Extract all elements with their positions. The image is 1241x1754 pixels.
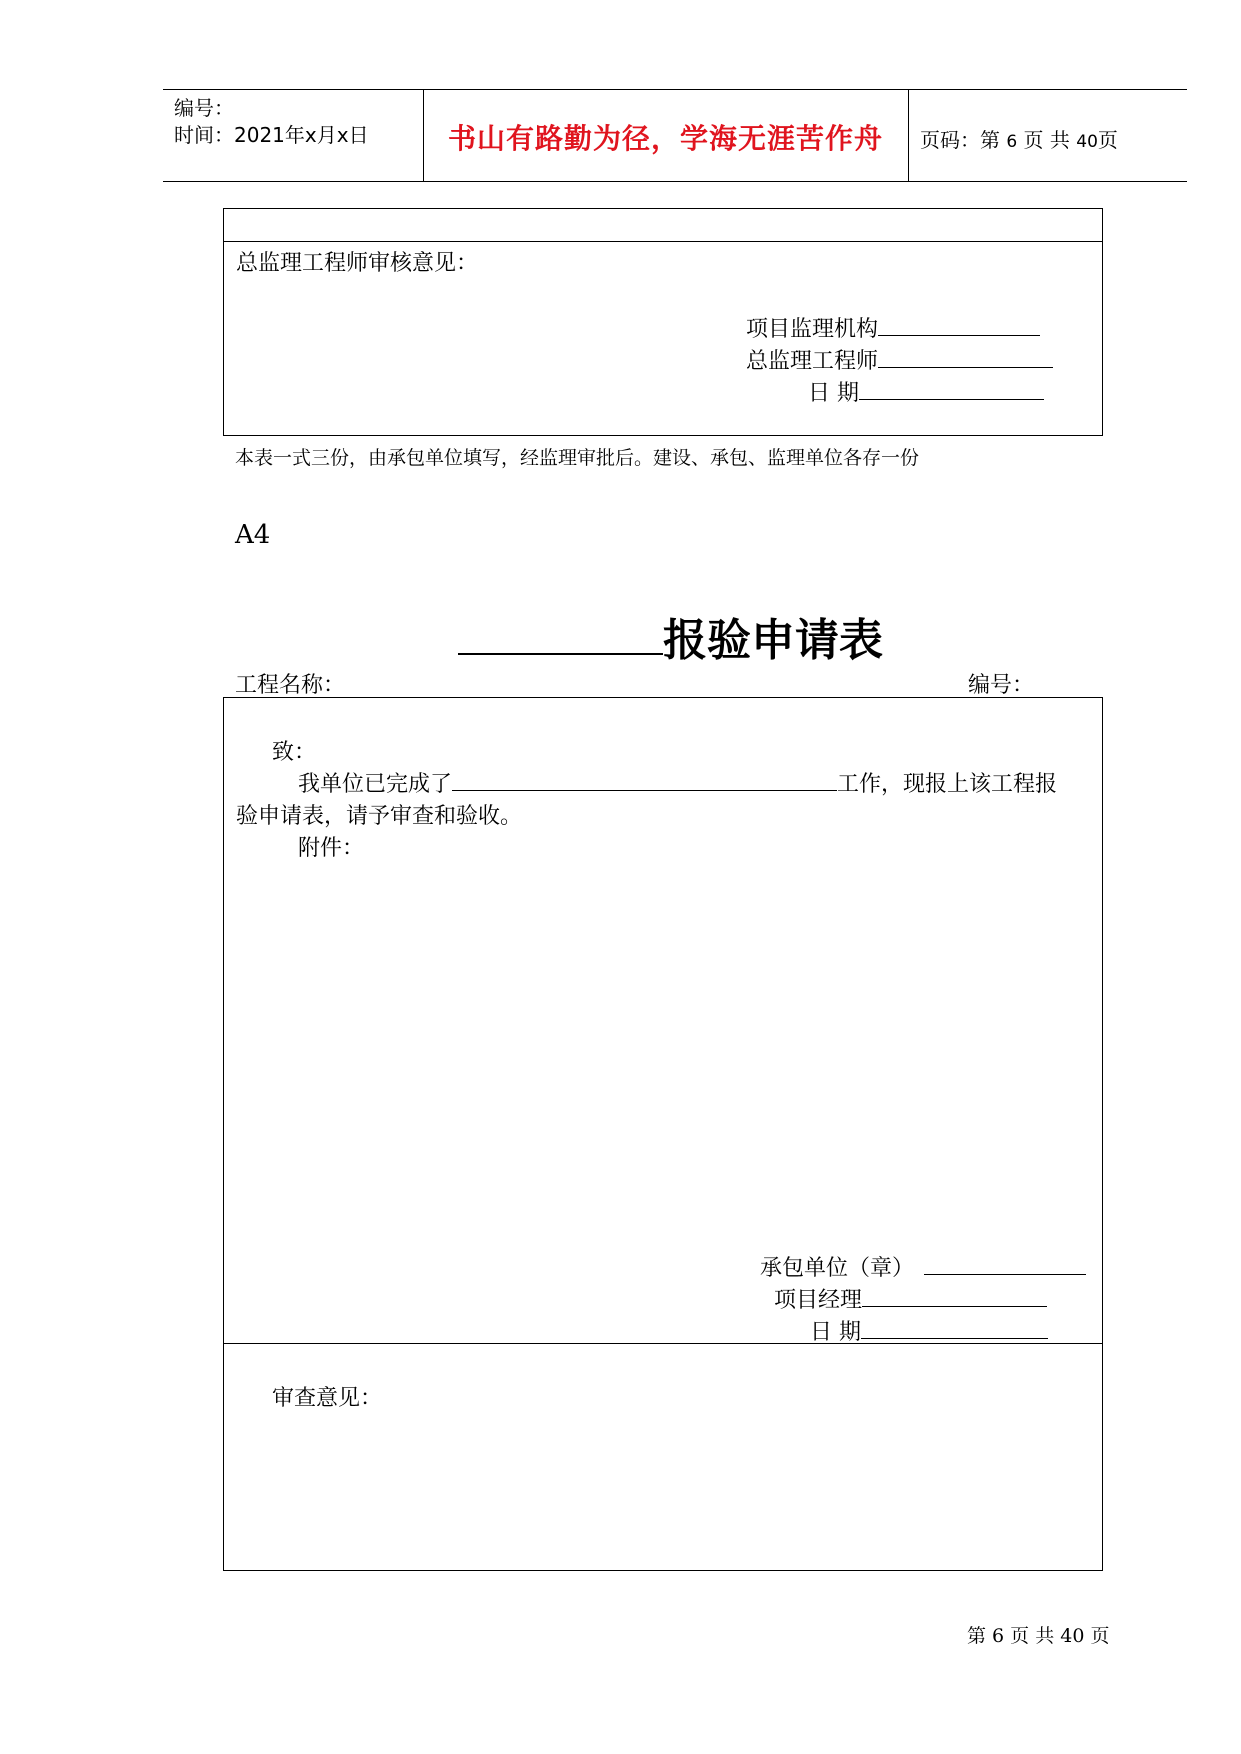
header-divider-right xyxy=(908,89,909,182)
form-date-row xyxy=(810,1315,1048,1346)
title-blank-field[interactable] xyxy=(458,605,663,655)
page-current: 6 xyxy=(1006,132,1018,152)
sign-chief-field[interactable] xyxy=(878,345,1053,368)
chief-review-box-divider xyxy=(224,241,1102,242)
page-footer: 第 6 页 共 40 页 xyxy=(967,1625,1110,1647)
body-line-2: 验申请表，请予审查和验收。 xyxy=(236,804,523,829)
header-number-label: 编号： xyxy=(174,96,234,120)
contractor-label: 承包单位（章） xyxy=(760,1256,915,1281)
sign-chief-label: 总监理工程师 xyxy=(746,349,879,374)
page-suffix: 页 xyxy=(1097,128,1118,152)
page-mid: 页 共 xyxy=(1023,128,1070,152)
page-total: 40 xyxy=(1076,132,1098,152)
manager-field[interactable] xyxy=(862,1284,1047,1307)
sign-date-label: 日 期 xyxy=(808,381,859,406)
project-name-label: 工程名称： xyxy=(235,673,346,698)
page-prefix: 页码：第 xyxy=(920,128,1000,152)
inspection-form-box xyxy=(223,697,1103,1571)
sign-date-field[interactable] xyxy=(859,377,1044,400)
form-title xyxy=(458,604,883,668)
contractor-row xyxy=(760,1251,1086,1282)
body-prefix: 我单位已完成了 xyxy=(298,772,453,797)
form-date-field[interactable] xyxy=(861,1316,1048,1339)
sign-org-row xyxy=(746,312,1040,343)
sign-chief-row xyxy=(746,344,1053,375)
form-footnote: 本表一式三份，由承包单位填写，经监理审批后。建设、承包、监理单位各存一份 xyxy=(235,447,920,469)
project-number-label: 编号： xyxy=(968,673,1035,698)
chief-review-box xyxy=(223,208,1103,436)
form-date-label: 日 期 xyxy=(810,1320,861,1345)
header-time-label: 时间：2021年x月x日 xyxy=(174,123,369,147)
body-line-1 xyxy=(298,767,1057,798)
header-motto: 书山有路勤为径，学海无涯苦作舟 xyxy=(447,122,883,155)
review-opinion-label: 审查意见： xyxy=(272,1386,383,1411)
header-page-indicator xyxy=(920,124,1118,153)
sign-date-row xyxy=(808,376,1044,407)
completed-work-field[interactable] xyxy=(452,768,837,791)
form-code: A4 xyxy=(235,520,271,550)
manager-label: 项目经理 xyxy=(774,1288,863,1313)
header-bottom-rule xyxy=(163,181,1187,182)
header-top-rule xyxy=(163,89,1187,90)
sign-org-label: 项目监理机构 xyxy=(746,317,879,342)
attachment-label: 附件： xyxy=(298,836,365,861)
sign-org-field[interactable] xyxy=(878,313,1040,336)
contractor-field[interactable] xyxy=(924,1252,1086,1275)
chief-review-heading: 总监理工程师审核意见： xyxy=(236,251,479,276)
to-label: 致： xyxy=(272,740,317,765)
body-suffix: 工作，现报上该工程报 xyxy=(837,772,1058,797)
manager-row xyxy=(774,1283,1047,1314)
form-title-text: 报验申请表 xyxy=(663,615,883,666)
